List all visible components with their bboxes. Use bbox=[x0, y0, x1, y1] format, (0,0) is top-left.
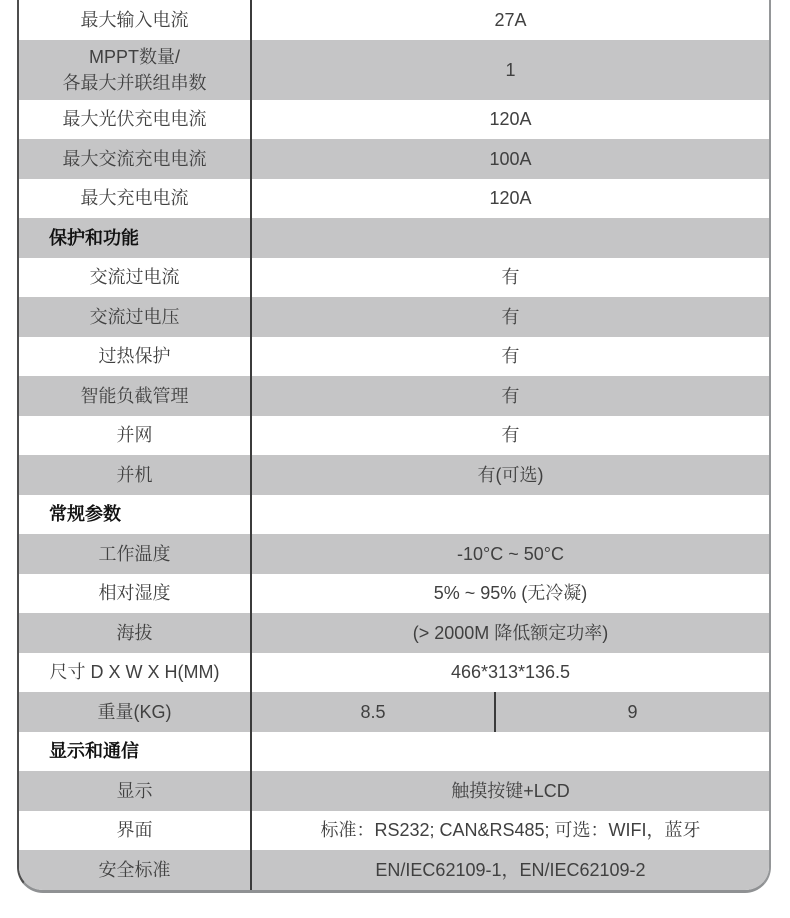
spec-value bbox=[252, 218, 769, 258]
spec-value: 8.5 bbox=[360, 701, 386, 722]
spec-row bbox=[19, 574, 769, 614]
spec-row bbox=[19, 811, 769, 851]
spec-values bbox=[252, 653, 769, 693]
spec-label: 并机 bbox=[19, 455, 252, 495]
spec-value: 触摸按键+LCD bbox=[451, 780, 570, 801]
spec-row bbox=[19, 337, 769, 377]
spec-values bbox=[252, 613, 769, 653]
spec-values bbox=[252, 455, 769, 495]
spec-values bbox=[252, 771, 769, 811]
spec-value: 100A bbox=[489, 148, 532, 169]
spec-label-line: 各最大并联组串数 bbox=[62, 72, 207, 93]
spec-value: 有 bbox=[501, 346, 520, 367]
spec-values bbox=[252, 376, 769, 416]
spec-values bbox=[252, 534, 769, 574]
spec-value bbox=[252, 732, 769, 772]
spec-label: 最大输入电流 bbox=[19, 0, 252, 40]
spec-label: 最大充电电流 bbox=[19, 179, 252, 219]
spec-label: 相对湿度 bbox=[19, 574, 252, 614]
spec-label: 重量(KG) bbox=[19, 692, 252, 732]
spec-value: 有 bbox=[501, 267, 520, 288]
section-header-row bbox=[19, 732, 769, 772]
spec-row bbox=[19, 100, 769, 140]
spec-value bbox=[252, 495, 769, 535]
spec-values bbox=[252, 40, 769, 100]
spec-row bbox=[19, 692, 769, 732]
spec-row bbox=[19, 40, 769, 100]
spec-row bbox=[19, 613, 769, 653]
spec-value: 5% ~ 95% (无冷凝) bbox=[433, 583, 588, 604]
spec-row bbox=[19, 416, 769, 456]
spec-values bbox=[252, 297, 769, 337]
spec-row bbox=[19, 653, 769, 693]
spec-label-line: MPPT数量/ bbox=[88, 46, 180, 67]
spec-row bbox=[19, 297, 769, 337]
spec-values bbox=[252, 732, 769, 772]
spec-table bbox=[17, 0, 771, 893]
spec-value: EN/IEC62109-1，EN/IEC62109-2 bbox=[375, 859, 646, 880]
spec-label: 并网 bbox=[19, 416, 252, 456]
spec-value: 120A bbox=[489, 109, 532, 130]
section-title: 常规参数 bbox=[19, 495, 252, 535]
spec-label: 交流过电流 bbox=[19, 258, 252, 298]
spec-values bbox=[252, 100, 769, 140]
spec-value: 有 bbox=[501, 425, 520, 446]
spec-value: 有(可选) bbox=[477, 464, 544, 485]
spec-values bbox=[252, 416, 769, 456]
spec-value: 120A bbox=[489, 188, 532, 209]
spec-row bbox=[19, 0, 769, 40]
spec-label: 安全标准 bbox=[19, 850, 252, 890]
spec-value: 27A bbox=[494, 9, 527, 30]
spec-values bbox=[252, 811, 769, 851]
spec-row bbox=[19, 179, 769, 219]
section-title: 保护和功能 bbox=[19, 218, 252, 258]
spec-label: 最大交流充电电流 bbox=[19, 139, 252, 179]
spec-values bbox=[252, 179, 769, 219]
spec-label: 交流过电压 bbox=[19, 297, 252, 337]
spec-value: 9 bbox=[494, 692, 769, 732]
section-title: 显示和通信 bbox=[19, 732, 252, 772]
spec-label: 海拔 bbox=[19, 613, 252, 653]
spec-value: 466*313*136.5 bbox=[450, 662, 571, 683]
spec-value: 1 bbox=[505, 59, 516, 80]
spec-values bbox=[252, 337, 769, 377]
spec-row bbox=[19, 534, 769, 574]
spec-row bbox=[19, 455, 769, 495]
spec-value: -10°C ~ 50°C bbox=[457, 543, 564, 564]
spec-label: 尺寸 D X W X H(MM) bbox=[19, 653, 252, 693]
spec-values bbox=[252, 0, 769, 40]
section-header-row bbox=[19, 495, 769, 535]
spec-row bbox=[19, 850, 769, 890]
spec-value: 标准：RS232; CAN&RS485; 可选：WIFI，蓝牙 bbox=[320, 820, 701, 841]
spec-values bbox=[252, 139, 769, 179]
spec-values bbox=[252, 692, 769, 732]
spec-label: 智能负截管理 bbox=[19, 376, 252, 416]
spec-value: 有 bbox=[501, 306, 520, 327]
spec-value: (> 2000M 降低额定功率) bbox=[412, 622, 609, 643]
spec-values bbox=[252, 574, 769, 614]
spec-row bbox=[19, 376, 769, 416]
spec-value: 有 bbox=[501, 385, 520, 406]
spec-values bbox=[252, 218, 769, 258]
section-header-row bbox=[19, 218, 769, 258]
spec-values bbox=[252, 258, 769, 298]
spec-label bbox=[19, 40, 252, 100]
spec-values bbox=[252, 850, 769, 890]
spec-row bbox=[19, 139, 769, 179]
spec-row bbox=[19, 258, 769, 298]
spec-label: 过热保护 bbox=[19, 337, 252, 377]
spec-label: 工作温度 bbox=[19, 534, 252, 574]
spec-row bbox=[19, 771, 769, 811]
spec-label: 最大光伏充电电流 bbox=[19, 100, 252, 140]
spec-label: 界面 bbox=[19, 811, 252, 851]
spec-label: 显示 bbox=[19, 771, 252, 811]
spec-values bbox=[252, 495, 769, 535]
